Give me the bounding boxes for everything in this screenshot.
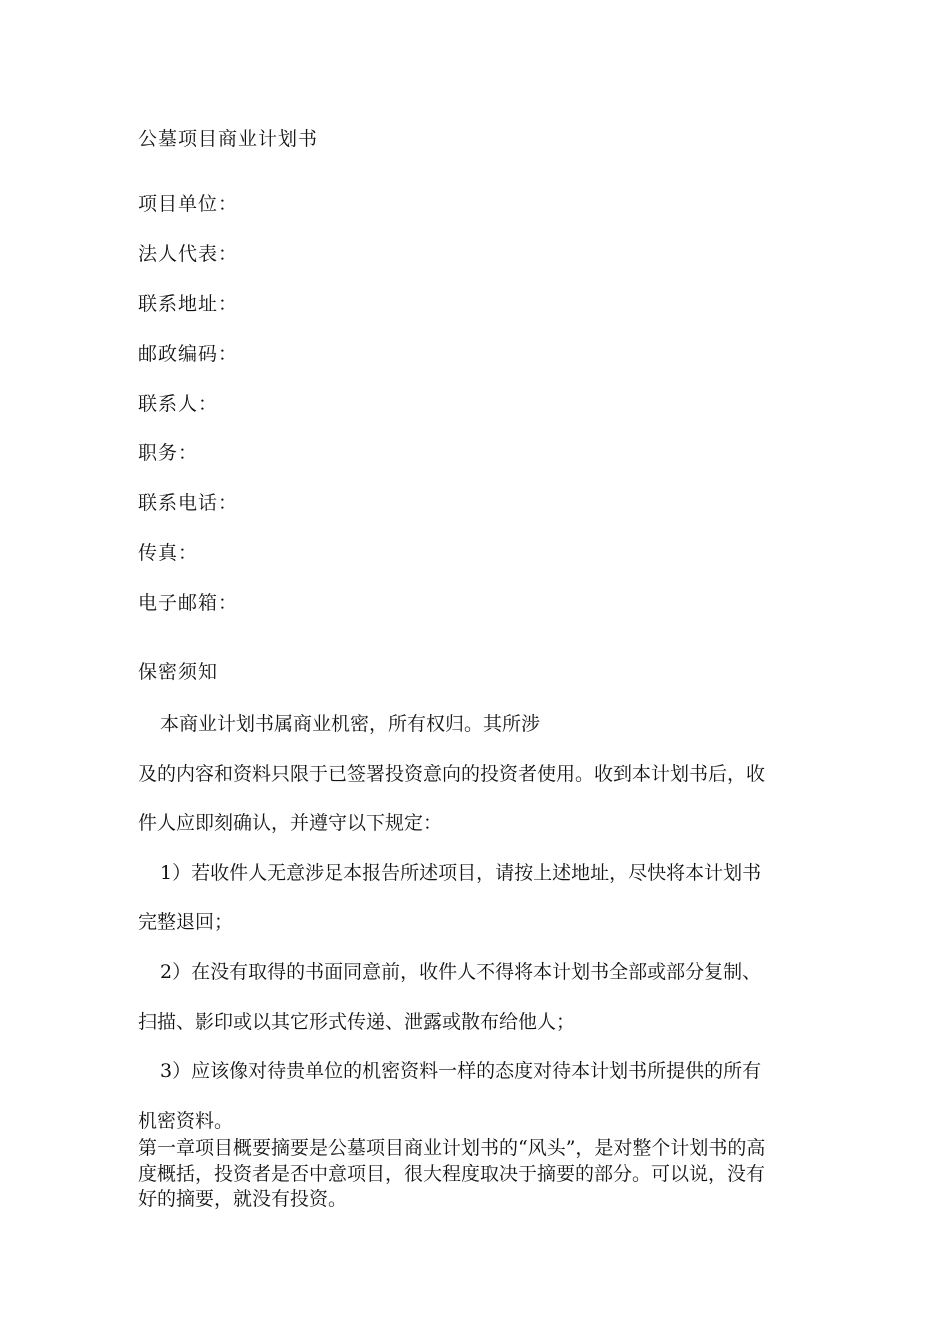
field-fax: 传真： <box>138 542 199 564</box>
field-position: 职务： <box>138 442 199 464</box>
confidential-line: 件人应即刻确认，并遵守以下规定： <box>138 812 443 834</box>
confidential-rule-1-cont: 完整退回； <box>138 911 234 933</box>
document-title: 公墓项目商业计划书 <box>138 128 319 150</box>
confidential-line: 及的内容和资料只限于已签署投资意向的投资者使用。收到本计划书后，收 <box>138 763 766 785</box>
confidential-rule-1: 1）若收件人无意涉足本报告所述项目，请按上述地址，尽快将本计划书 <box>160 862 762 884</box>
confidential-rule-2-cont: 扫描、影印或以其它形式传递、泄露或散布给他人； <box>138 1011 576 1033</box>
chapter1-line: 第一章项目概要摘要是公墓项目商业计划书的“风头”，是对整个计划书的高 <box>138 1137 766 1159</box>
chapter1-line: 好的摘要，就没有投资。 <box>138 1188 348 1210</box>
confidential-rule-3-cont: 机密资料。 <box>138 1110 234 1132</box>
field-postal-code: 邮政编码： <box>138 343 239 365</box>
field-legal-representative: 法人代表： <box>138 243 239 265</box>
field-project-unit: 项目单位： <box>138 193 239 215</box>
field-contact-person: 联系人： <box>138 393 219 415</box>
confidential-line: 本商业计划书属商业机密，所有权归。其所涉 <box>160 713 541 735</box>
confidential-heading: 保密须知 <box>138 661 219 683</box>
field-phone: 联系电话： <box>138 492 239 514</box>
confidential-rule-2: 2）在没有取得的书面同意前，收件人不得将本计划书全部或部分复制、 <box>160 961 762 983</box>
chapter1-line: 度概括，投资者是否中意项目，很大程度取决于摘要的部分。可以说，没有 <box>138 1163 766 1185</box>
field-contact-address: 联系地址： <box>138 293 239 315</box>
field-email: 电子邮箱： <box>138 592 239 614</box>
confidential-rule-3: 3）应该像对待贵单位的机密资料一样的态度对待本计划书所提供的所有 <box>160 1060 762 1082</box>
